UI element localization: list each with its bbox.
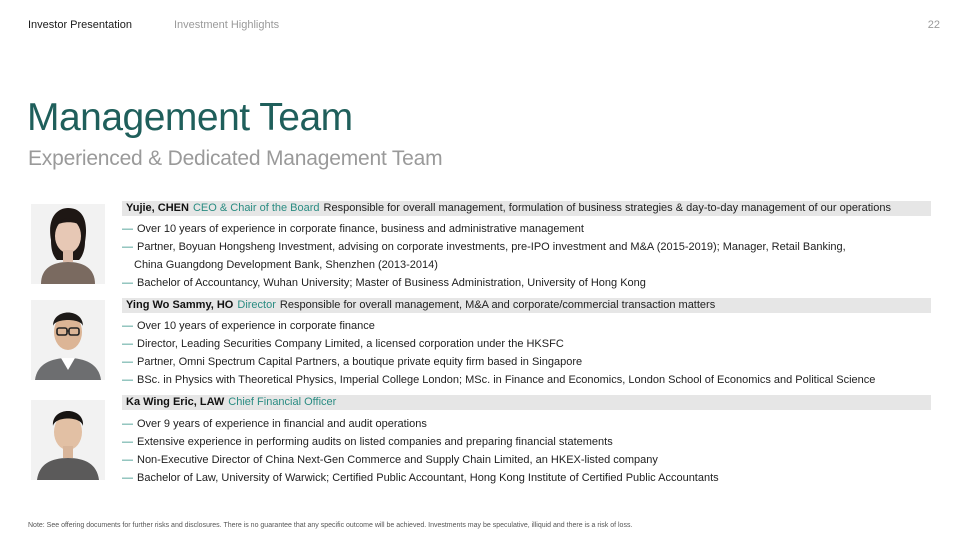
member-name: Ying Wo Sammy, HO: [126, 299, 234, 311]
list-item: — BSc. in Physics with Theoretical Physics, Imperial College London; MSc. in Finance and Economics, London School of Economics and Political Science: [122, 374, 876, 386]
list-item: — Bachelor of Law, University of Warwick; Certified Public Accountant, Hong Kong Institute of Certified Public Accountants: [122, 472, 719, 484]
member-role: Chief Financial Officer: [228, 396, 337, 408]
member-bullets-chen: [122, 220, 846, 292]
list-item: — Non-Executive Director of China Next-Gen Commerce and Supply Chain Limited, an HKEX-listed company: [122, 454, 658, 466]
list-item: — Over 9 years of experience in financial and audit operations: [122, 418, 427, 430]
member-bar-ho: [122, 298, 931, 313]
member-photo-chen: [31, 204, 105, 284]
list-item: — Partner, Omni Spectrum Capital Partners, a boutique private equity firm based in Singapore: [122, 356, 583, 368]
member-bullets-ho: [122, 317, 875, 389]
header-section-label: Investment Highlights: [174, 19, 280, 31]
list-item: — Extensive experience in performing audits on listed companies and preparing financial statements: [122, 436, 613, 448]
page-number: 22: [927, 19, 940, 31]
list-item-continuation: China Guangdong Development Bank, Shenzhen (2013-2014): [134, 259, 438, 271]
member-bullets-law: [122, 415, 719, 487]
member-photo-ho: [31, 300, 105, 380]
footnote: Note: See offering documents for further risks and disclosures. There is no guarantee that any specific outcome will be achieved. Investments may be speculative, illiquid and there is a risk of loss.: [28, 522, 633, 529]
member-role: CEO & Chair of the Board: [192, 202, 320, 214]
header-presentation-label: Investor Presentation: [28, 19, 132, 31]
list-item: — Partner, Boyuan Hongsheng Investment, advising on corporate investments, pre-IPO investment and M&A (2015-2019); Manager, Retail Banking,: [122, 241, 846, 253]
member-bar-law: [122, 395, 931, 410]
page-subtitle: Experienced & Dedicated Management Team: [28, 147, 443, 170]
list-item: — Over 10 years of experience in corporate finance, business and administrative management: [122, 223, 584, 235]
list-item: — Over 10 years of experience in corporate finance: [122, 320, 375, 332]
member-responsibility: Responsible for overall management, formulation of business strategies & day-to-day management of our operations: [323, 202, 891, 214]
member-name: Ka Wing Eric, LAW: [126, 396, 225, 408]
member-photo-law: [31, 400, 105, 480]
member-name: Yujie, CHEN: [126, 202, 189, 214]
page-title: Management Team: [27, 96, 353, 139]
member-role: Director: [237, 299, 276, 311]
member-responsibility: Responsible for overall management, M&A and corporate/commercial transaction matters: [279, 299, 716, 311]
list-item: — Bachelor of Accountancy, Wuhan University; Master of Business Administration, University of Hong Kong: [122, 277, 646, 289]
member-bar-chen: [122, 201, 931, 216]
list-item: — Director, Leading Securities Company Limited, a licensed corporation under the HKSFC: [122, 338, 564, 350]
